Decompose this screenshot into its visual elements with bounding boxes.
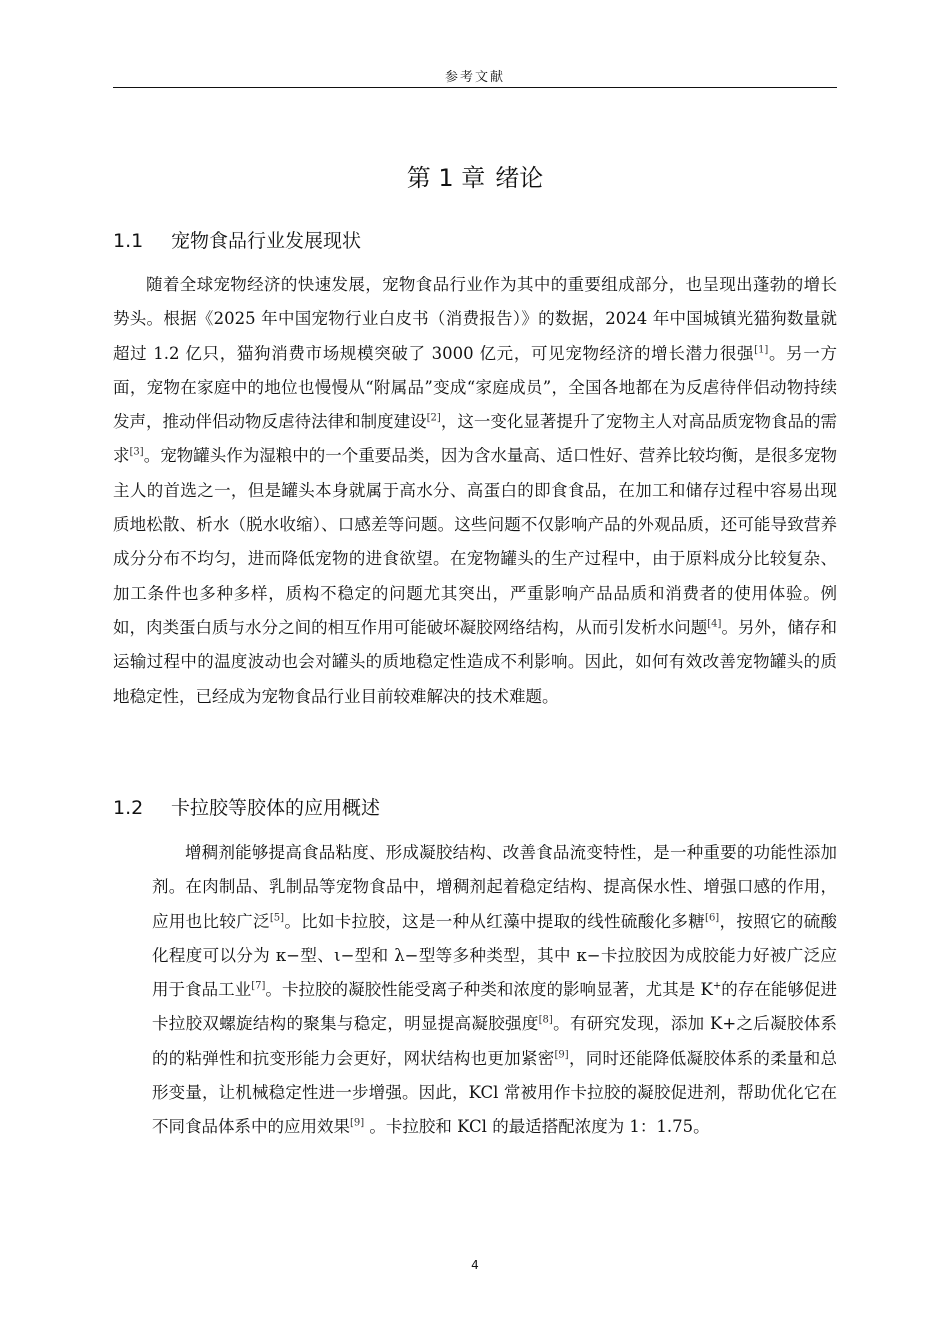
citation-ref: [7]	[251, 980, 266, 992]
paragraph-text: 随着全球宠物经济的快速发展，宠物食品行业作为其中的重要组成部分，也呈现出蓬勃的增长势头。根据《2025 年中国宠物行业白皮书（消费报告）》的数据，2024 年中国城镇光猫狗数量就超过 1.2 亿只，猫狗消费市场规模突破了 3000 亿元，可见宠物经济的增长潜力很强	[113, 275, 837, 363]
paragraph-text: ，同时还能降低凝胶体系的柔量和总形变量，让机械稳定性进一步增强。因此，KCl 常被用作卡拉胶的凝胶促进剂，帮助优化它在不同食品体系中的应用效果	[152, 1048, 838, 1137]
header-rule	[113, 87, 837, 88]
citation-ref: [5]	[269, 912, 284, 924]
citation-ref: [9]	[554, 1049, 569, 1061]
section-title: 宠物食品行业发展现状	[171, 230, 362, 252]
superscript-plus: +	[712, 980, 722, 992]
citation-ref: [9]	[350, 1117, 365, 1129]
paragraph-text: 。有研究发现，添加 K+之后凝胶体系的的粘弹性和抗变形能力会更好，网状结构也更加紧密	[152, 1014, 838, 1068]
page-number: 4	[471, 1258, 479, 1272]
paragraph-text: 。另外，储存和运输过程中的温度波动也会对罐头的质地稳定性造成不利影响。因此，如何有效改善宠物罐头的质地稳定性，已经成为宠物食品行业目前较难解决的技术难题。	[113, 617, 838, 706]
paragraph-text: ，这一变化显著提升了宠物主人对高品质宠物食品的需求	[113, 412, 838, 466]
chapter-title: 绪论	[495, 164, 544, 192]
paragraph-text: 。卡拉胶的凝胶性能受离子种类和浓度的影响显著，尤其是 K	[265, 980, 713, 1000]
paragraph-text: 。另一方面，宠物在家庭中的地位也慢慢从“附属品”变成“家庭成员”，全国各地都在为反虐待伴侣动物持续发声，推动伴侣动物反虐待法律和制度建设	[113, 343, 838, 432]
citation-ref: [6]	[705, 912, 720, 924]
paragraph-section-1-2	[152, 836, 837, 1145]
citation-ref: [2]	[426, 412, 441, 424]
paragraph-section-1-1	[113, 268, 837, 714]
section-title: 卡拉胶等胶体的应用概述	[171, 797, 381, 819]
citation-ref: [4]	[707, 618, 722, 630]
chapter-heading	[113, 158, 837, 193]
section-number: 1.1	[113, 230, 144, 252]
citation-ref: [3]	[129, 446, 144, 458]
paragraph-text: 。卡拉胶和 KCl 的最适搭配浓度为 1：1.75。	[364, 1117, 710, 1137]
citation-ref: [1]	[754, 344, 769, 356]
paragraph-text: 的存在能够促进卡拉胶双螺旋结构的聚集与稳定，明显提高凝胶强度	[152, 980, 837, 1034]
section-heading-1-2	[113, 793, 380, 820]
section-heading-1-1	[113, 226, 361, 253]
chapter-number: 第 1 章	[406, 164, 486, 192]
paragraph-text: 。宠物罐头作为湿粮中的一个重要品类，因为含水量高、适口性好、营养比较均衡，是很多宠物主人的首选之一，但是罐头本身就属于高水分、高蛋白的即食食品，在加工和储存过程中容易出现质地松散、析水（脱水收缩）、口感差等问题。这些问题不仅影响产品的外观品质，还可能导致营养成分分布不均匀，进而降低宠物的进食欲望。在宠物罐头的生产过程中，由于原料成分比较复杂、加工条件也多种多样，质构不稳定的问题尤其突出，严重影响产品品质和消费者的使用体验。例如，肉类蛋白质与水分之间的相互作用可能破坏凝胶网络结构，从而引发析水问题	[113, 446, 838, 637]
paragraph-text: ，按照它的硫酸化程度可以分为 κ−型、ι−型和 λ−型等多种类型，其中 κ−卡拉胶因为成胶能力好被广泛应用于食品工业	[152, 911, 838, 1000]
citation-ref: [8]	[538, 1014, 553, 1026]
section-number: 1.2	[113, 797, 144, 819]
paragraph-text: 增稠剂能够提高食品粘度、形成凝胶结构、改善食品流变特性，是一种重要的功能性添加剂。在肉制品、乳制品等宠物食品中，增稠剂起着稳定结构、提高保水性、增强口感的作用，应用也比较广泛	[152, 843, 837, 931]
paragraph-text: 。比如卡拉胶，这是一种从红藻中提取的线性硫酸化多糖	[283, 911, 706, 931]
running-header: 参考文献	[444, 70, 505, 85]
